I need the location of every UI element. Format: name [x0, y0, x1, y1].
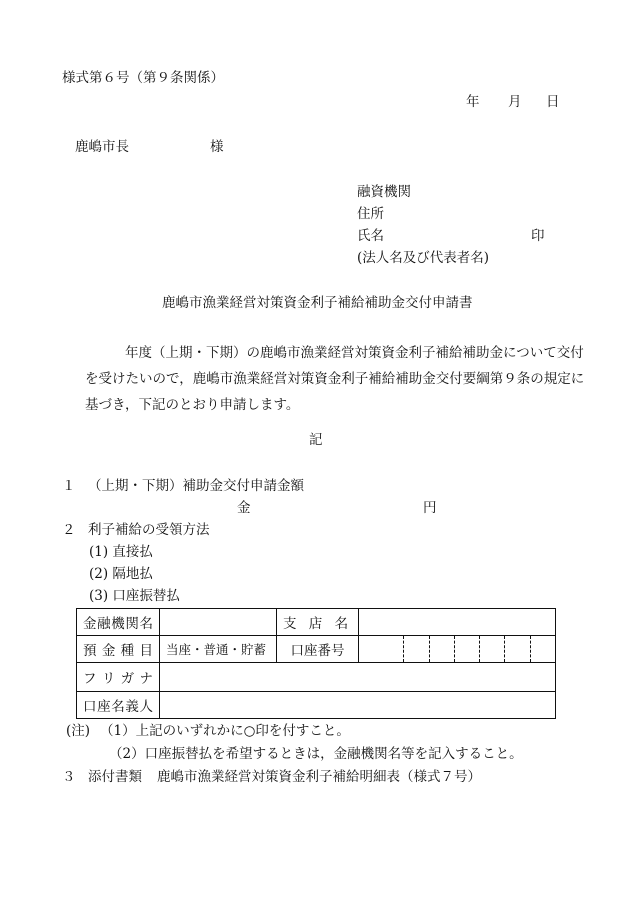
holder-label: 口座名義人 [77, 692, 160, 719]
account-digit-cell [504, 636, 529, 662]
institution-field[interactable] [160, 609, 277, 636]
option-transfer: (3) 口座振替払 [89, 588, 180, 604]
item3-value: 鹿嶋市漁業経営対策資金利子補給明細表（様式７号） [157, 769, 481, 785]
date-year: 年 [466, 94, 480, 110]
addressee-honorific: 様 [210, 139, 224, 155]
item1-en: 円 [423, 500, 437, 516]
institution-label: 金融機関名 [77, 609, 160, 636]
note-prefix: (注) [66, 723, 91, 739]
document-title: 鹿嶋市漁業経営対策資金利子補給補助金交付申請書 [162, 295, 473, 311]
option-direct: (1) 直接払 [89, 544, 153, 560]
applicant-name-label: 氏名 [357, 228, 384, 244]
date-day: 日 [546, 94, 560, 110]
account-digit-cell [454, 636, 479, 662]
item2-number: ２ [62, 522, 76, 538]
applicant-institution-label: 融資機関 [357, 184, 411, 200]
account-number-field[interactable] [359, 636, 556, 663]
applicant-note: (法人名及び代表者名) [357, 250, 490, 266]
account-number-label: 口座番号 [277, 636, 359, 663]
account-digit-cell [379, 636, 403, 662]
item1-label: （上期・下期）補助金交付申請金額 [88, 478, 304, 494]
ki-marker: 記 [309, 432, 323, 448]
date-month: 月 [508, 94, 522, 110]
note-2: （2）口座振替払を希望するときは，金融機関名等を記入すること。 [109, 746, 523, 762]
item3-label: 添付書類 [88, 769, 142, 785]
item3-number: ３ [62, 769, 76, 785]
account-digit-cell [429, 636, 454, 662]
furigana-field[interactable] [160, 663, 556, 692]
holder-field[interactable] [160, 692, 556, 719]
option-remote: (2) 隔地払 [89, 566, 153, 582]
item1-number: １ [62, 478, 76, 494]
account-digit-cell [403, 636, 428, 662]
deposit-type-label: 預 金 種 目 [77, 636, 160, 663]
body-paragraph: 年度（上期・下期）の鹿嶋市漁業経営対策資金利子補給補助金について交付を受けたいので，鹿嶋市漁業経営対策資金利子補給補助金交付要綱第９条の規定に基づき，下記のとおり申請します。 [85, 345, 585, 413]
deposit-type-value[interactable]: 当座・普通・貯蓄 [160, 636, 277, 663]
addressee-name: 鹿嶋市長 [75, 139, 129, 155]
form-number: 様式第６号（第９条関係） [62, 70, 224, 86]
branch-field[interactable] [359, 609, 556, 636]
item2-label: 利子補給の受領方法 [88, 522, 210, 538]
note-1: （1）上記のいずれかに○印を付すこと。 [100, 723, 350, 739]
account-digit-cells [379, 636, 555, 662]
applicant-address-label: 住所 [357, 206, 384, 222]
bank-account-table [76, 608, 556, 719]
seal-mark: 印 [531, 228, 545, 244]
account-digit-cell [530, 636, 555, 662]
account-digit-cell [479, 636, 504, 662]
furigana-label: フ リ ガ ナ [77, 663, 160, 692]
item1-kin: 金 [237, 500, 251, 516]
branch-label: 支 店 名 [277, 609, 359, 636]
